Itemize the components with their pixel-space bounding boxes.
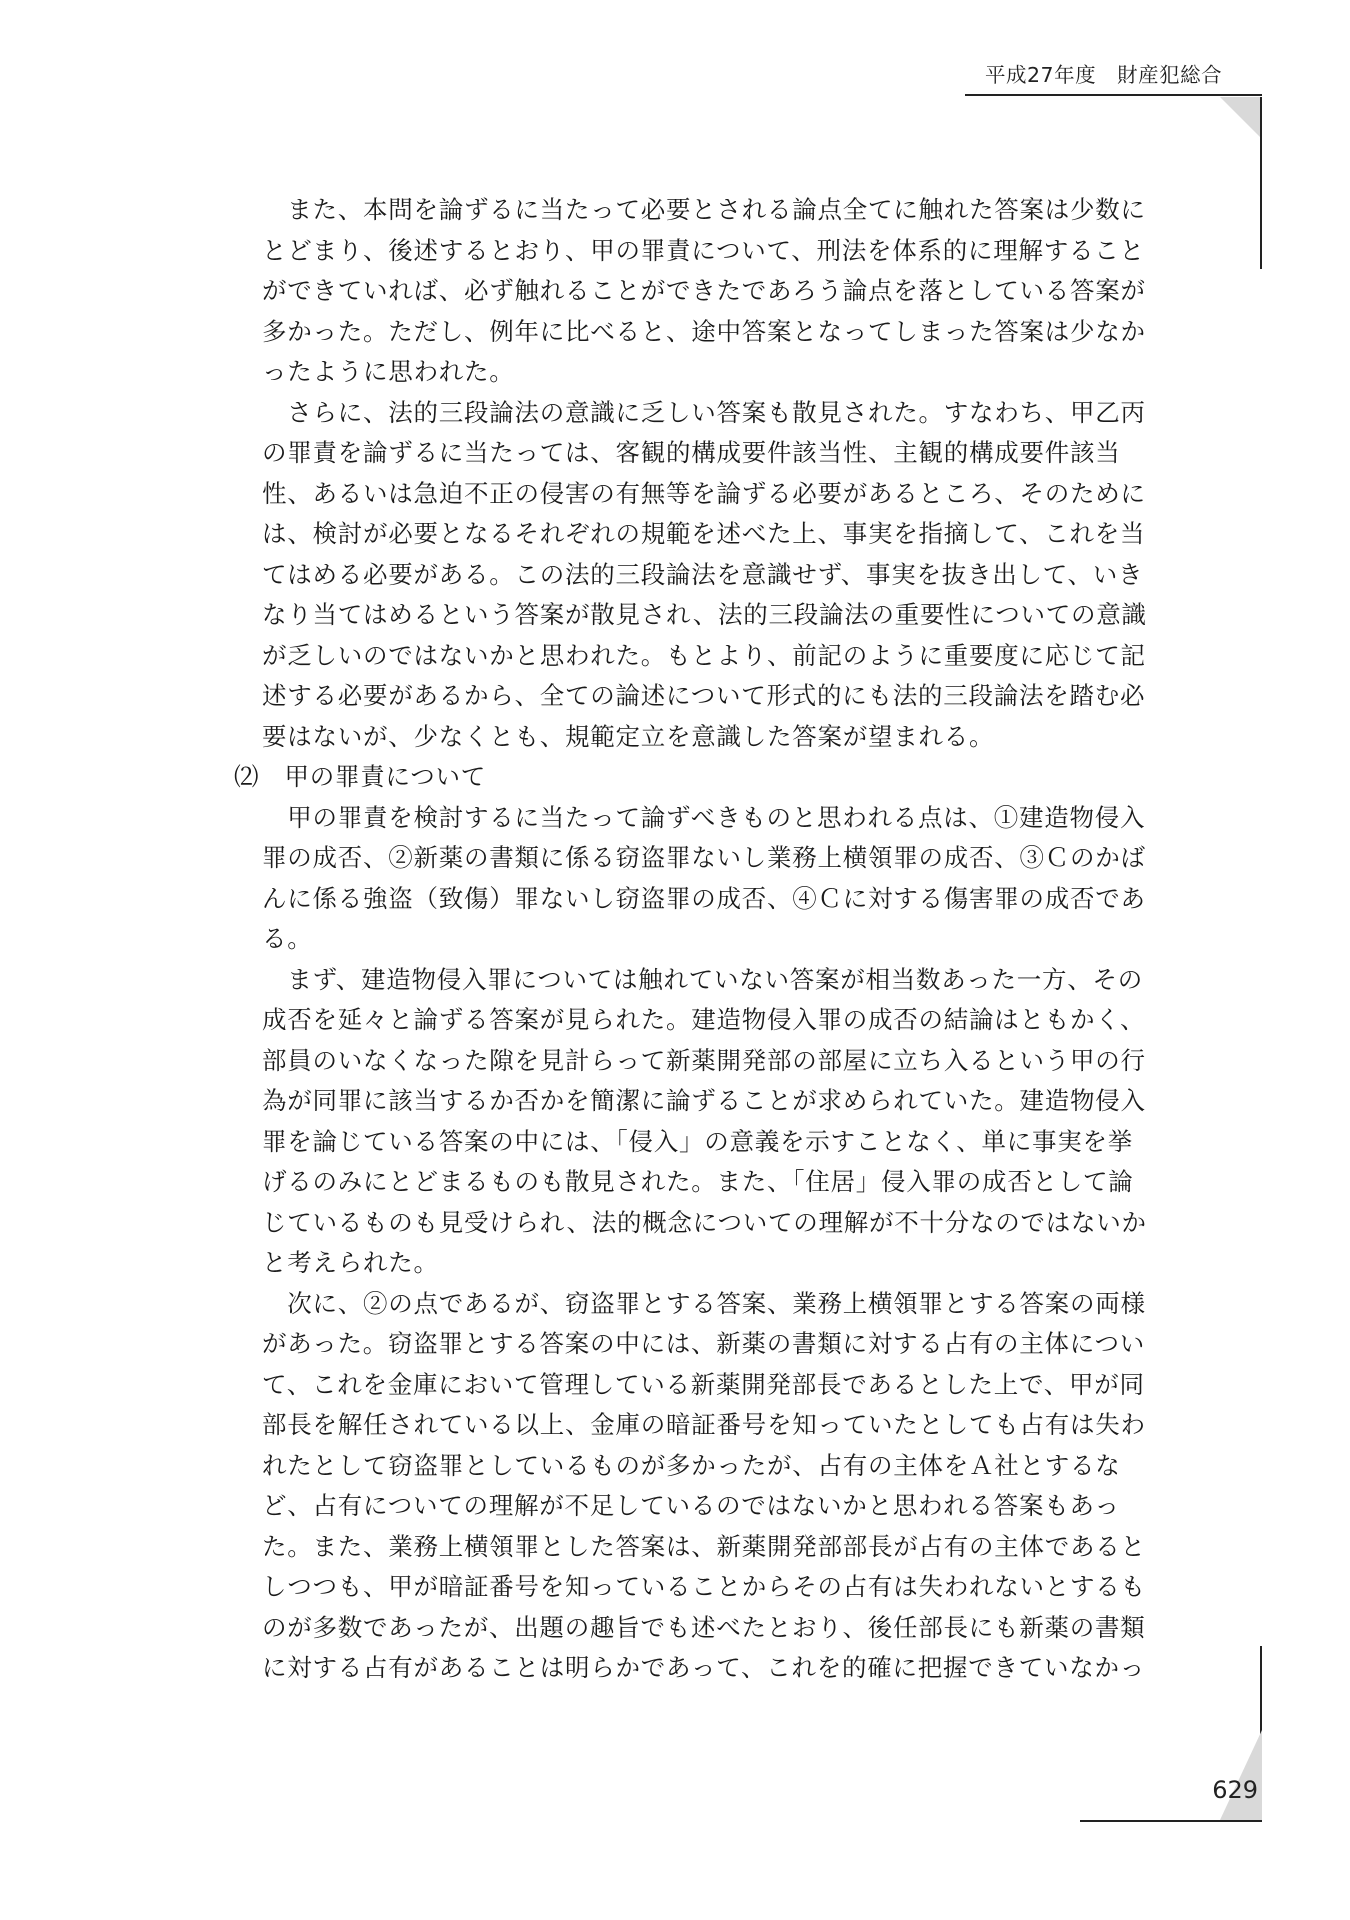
- text-line: る。: [262, 924, 313, 953]
- footer-rule: [1080, 1820, 1262, 1822]
- text-line: と考えられた。: [262, 1248, 439, 1277]
- text-line: 罪を論じている答案の中には、「侵入」の意義を示すことなく、単に事実を挙: [262, 1126, 1134, 1156]
- body-text: [234, 190, 1227, 1689]
- text-line: ったように思われた。: [262, 357, 515, 386]
- text-line: のが多数であったが、出題の趣旨でも述べたとおり、後任部長にも新薬の書類: [262, 1612, 1146, 1642]
- text-line: とどまり、後述するとおり、甲の罪責について、刑法を体系的に理解すること: [262, 235, 1145, 265]
- text-line: まず、建造物侵入罪については触れていない答案が相当数あった一方、その: [262, 964, 1144, 994]
- text-line: 多かった。ただし、例年に比べると、途中答案となってしまった答案は少なか: [262, 316, 1146, 346]
- text-line: げるのみにとどまるものも散見された。また、「住居」侵入罪の成否として論: [262, 1167, 1134, 1196]
- top-edge-rule: [1260, 97, 1262, 269]
- section-heading: ⑵ 甲の罪責について: [234, 762, 487, 791]
- text-line: 次に、②の点であるが、窃盗罪とする答案、業務上横領罪とする答案の両様: [262, 1288, 1146, 1318]
- text-line: 為が同罪に該当するか否かを簡潔に論ずることが求められていた。建造物侵入: [262, 1086, 1146, 1115]
- text-line: れたとして窃盗罪としているものが多かったが、占有の主体をＡ社とするな: [262, 1450, 1121, 1480]
- text-line: じているものも見受けられ、法的概念についての理解が不十分なのではないか: [262, 1207, 1147, 1237]
- text-line: さらに、法的三段論法の意識に乏しい答案も散見された。すなわち、甲乙丙: [262, 397, 1146, 427]
- text-line: てはめる必要がある。この法的三段論法を意識せず、事実を抜き出して、いき: [262, 559, 1144, 589]
- text-line: 部長を解任されている以上、金庫の暗証番号を知っていたとしても占有は失わ: [262, 1410, 1146, 1439]
- text-line: しつつも、甲が暗証番号を知っていることからその占有は失われないとするも: [262, 1572, 1146, 1601]
- text-line: 要はないが、少なくとも、規範定立を意識した答案が望まれる。: [262, 721, 995, 751]
- text-line: 成否を延々と論ずる答案が見られた。建造物侵入罪の成否の結論はともかく、: [262, 1005, 1146, 1034]
- text-line: 性、あるいは急迫不正の侵害の有無等を論ずる必要があるところ、そのために: [262, 478, 1146, 508]
- top-corner-tab: [1220, 97, 1262, 139]
- text-line: なり当てはめるという答案が散見され、法的三段論法の重要性についての意識: [262, 600, 1147, 629]
- text-line: 述する必要があるから、全ての論述について形式的にも法的三段論法を踏む必: [262, 681, 1146, 710]
- text-line: 部員のいなくなった隙を見計らって新薬開発部の部屋に立ち入るという甲の行: [262, 1045, 1146, 1075]
- text-line: た。また、業務上横領罪とした答案は、新薬開発部部長が占有の主体であると: [262, 1531, 1146, 1561]
- text-line: が乏しいのではないかと思われた。もとより、前記のように重要度に応じて記: [262, 640, 1146, 670]
- text-line: ど、占有についての理解が不足しているのではないかと思われる答案もあっ: [262, 1491, 1120, 1520]
- text-line: また、本問を論ずるに当たって必要とされる論点全てに触れた答案は少数に: [262, 195, 1146, 224]
- text-line: んに係る強盗（致傷）罪ないし窃盗罪の成否、④Ｃに対する傷害罪の成否であ: [262, 883, 1146, 913]
- text-line: の罪責を論ずるに当たっては、客観的構成要件該当性、主観的構成要件該当: [262, 438, 1121, 467]
- text-line: て、これを金庫において管理している新薬開発部長であるとした上で、甲が同: [262, 1369, 1145, 1399]
- text-line: 罪の成否、②新薬の書類に係る窃盗罪ないし業務上横領罪の成否、③Ｃのかば: [262, 843, 1146, 872]
- running-header: 平成27年度 財産犯総合: [985, 63, 1223, 87]
- header-rule: [965, 94, 1262, 96]
- page-number: 629: [1212, 1776, 1258, 1804]
- text-line: に対する占有があることは明らかであって、これを的確に把握できていなかっ: [262, 1653, 1146, 1682]
- text-line: は、検討が必要となるそれぞれの規範を述べた上、事実を指摘して、これを当: [262, 519, 1146, 548]
- text-line: 甲の罪責を検討するに当たって論ずべきものと思われる点は、①建造物侵入: [262, 802, 1146, 832]
- text-line: ができていれば、必ず触れることができたであろう論点を落としている答案が: [262, 276, 1146, 305]
- text-line: があった。窃盗罪とする答案の中には、新薬の書類に対する占有の主体につい: [262, 1329, 1146, 1358]
